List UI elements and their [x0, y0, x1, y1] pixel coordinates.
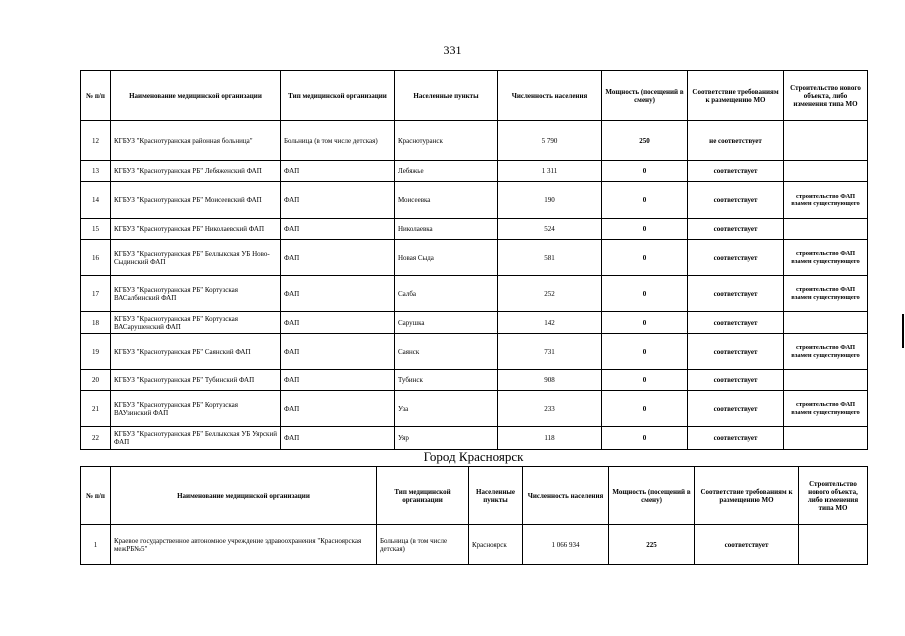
cell-compliance: соответствует — [688, 391, 784, 427]
cell-org-name: КГБУЗ "Краснотуранская РБ" Кортузская ВАСарушенский ФАП — [111, 312, 281, 334]
cell-capacity: 0 — [602, 240, 688, 276]
cell-capacity: 0 — [602, 276, 688, 312]
cell-capacity: 250 — [602, 121, 688, 161]
cell-number: 16 — [81, 240, 111, 276]
cell-population: 118 — [498, 427, 602, 450]
cell-capacity: 0 — [602, 219, 688, 240]
cell-settlement: Салба — [395, 276, 498, 312]
cell-construction: строительство ФАП взамен существующего — [784, 334, 868, 370]
cell-compliance: соответствует — [695, 525, 799, 565]
table-row — [81, 427, 868, 450]
cell-number: 19 — [81, 334, 111, 370]
cell-construction: строительство ФАП взамен существующего — [784, 240, 868, 276]
cell-settlement: Моисеевка — [395, 182, 498, 219]
cell-construction — [784, 219, 868, 240]
table-row — [81, 391, 868, 427]
cell-org-type: ФАП — [281, 182, 395, 219]
table-row — [81, 240, 868, 276]
cell-org-name: КГБУЗ "Краснотуранская РБ" Саянский ФАП — [111, 334, 281, 370]
table-row — [81, 334, 868, 370]
cell-capacity: 0 — [602, 182, 688, 219]
col-header-capacity: Мощность (посещений в смену) — [609, 467, 695, 525]
cell-org-type: Больница (в том числе детская) — [281, 121, 395, 161]
cell-construction — [784, 427, 868, 450]
facilities-table — [80, 70, 868, 450]
cell-number: 12 — [81, 121, 111, 161]
cell-org-type: ФАП — [281, 276, 395, 312]
cell-population: 1 066 934 — [523, 525, 609, 565]
col-header-population: Численность населения — [498, 71, 602, 121]
cell-compliance: соответствует — [688, 276, 784, 312]
col-header-settlements: Населенные пункты — [469, 467, 523, 525]
table-row — [81, 525, 868, 565]
cell-org-type: Больница (в том числе детская) — [377, 525, 469, 565]
col-header-org-type: Тип медицинской организации — [377, 467, 469, 525]
cell-capacity: 0 — [602, 391, 688, 427]
cell-construction — [784, 370, 868, 391]
cell-capacity: 0 — [602, 312, 688, 334]
cell-population: 1 311 — [498, 161, 602, 182]
table-row — [81, 182, 868, 219]
cell-construction — [784, 121, 868, 161]
cell-org-type: ФАП — [281, 391, 395, 427]
cell-population: 581 — [498, 240, 602, 276]
cell-org-type: ФАП — [281, 334, 395, 370]
cell-settlement: Уяр — [395, 427, 498, 450]
cell-compliance: соответствует — [688, 334, 784, 370]
cell-number: 17 — [81, 276, 111, 312]
cell-compliance: соответствует — [688, 240, 784, 276]
cell-compliance: соответствует — [688, 312, 784, 334]
col-header-population: Численность населения — [523, 467, 609, 525]
col-header-construction: Строительство нового объекта, либо изменения типа МО — [799, 467, 868, 525]
cell-org-name: КГБУЗ "Краснотуранская РБ" Тубинский ФАП — [111, 370, 281, 391]
col-header-compliance: Соответствие требованиям к размещению МО — [688, 71, 784, 121]
col-header-org-name: Наименование медицинской организации — [111, 467, 377, 525]
cell-capacity: 0 — [602, 370, 688, 391]
cell-compliance: не соответствует — [688, 121, 784, 161]
cell-settlement: Краснотуранск — [395, 121, 498, 161]
col-header-org-name: Наименование медицинской организации — [111, 71, 281, 121]
cell-compliance: соответствует — [688, 182, 784, 219]
cell-settlement: Николаевка — [395, 219, 498, 240]
cell-construction: строительство ФАП взамен существующего — [784, 276, 868, 312]
cell-org-name: КГБУЗ "Краснотуранская РБ" Николаевский ФАП — [111, 219, 281, 240]
cell-compliance: соответствует — [688, 219, 784, 240]
cell-construction — [784, 312, 868, 334]
cell-org-name: КГБУЗ "Краснотуранская РБ" Беллыкская УБ Ново-Сыдинский ФАП — [111, 240, 281, 276]
cell-settlement: Тубинск — [395, 370, 498, 391]
cell-org-name: КГБУЗ "Краснотуранская РБ" Беллыкская УБ Уярский ФАП — [111, 427, 281, 450]
cell-org-type: ФАП — [281, 240, 395, 276]
col-header-capacity: Мощность (посещений в смену) — [602, 71, 688, 121]
table-header-row — [81, 467, 868, 525]
cell-org-name: Краевое государственное автономное учреждение здравоохранения "Красноярская межРБ№5" — [111, 525, 377, 565]
table-row — [81, 312, 868, 334]
cell-number: 20 — [81, 370, 111, 391]
col-header-settlements: Населенные пункты — [395, 71, 498, 121]
cell-capacity: 0 — [602, 427, 688, 450]
cell-settlement: Лебяжье — [395, 161, 498, 182]
cell-org-type: ФАП — [281, 370, 395, 391]
cell-population: 252 — [498, 276, 602, 312]
table-row — [81, 370, 868, 391]
cell-org-name: КГБУЗ "Краснотуранская РБ" Лебяженский ФАП — [111, 161, 281, 182]
city-section-title: Город Красноярск — [423, 449, 524, 464]
cell-capacity: 225 — [609, 525, 695, 565]
cell-settlement: Новая Сыда — [395, 240, 498, 276]
city-facilities-table — [80, 466, 868, 565]
cell-org-type: ФАП — [281, 427, 395, 450]
cell-construction — [784, 161, 868, 182]
cell-number: 22 — [81, 427, 111, 450]
cell-org-type: ФАП — [281, 219, 395, 240]
table-row — [81, 219, 868, 240]
table-row — [81, 276, 868, 312]
cell-org-name: КГБУЗ "Краснотуранская районная больница" — [111, 121, 281, 161]
cell-org-type: ФАП — [281, 312, 395, 334]
cell-settlement: Уза — [395, 391, 498, 427]
col-header-org-type: Тип медицинской организации — [281, 71, 395, 121]
cell-population: 908 — [498, 370, 602, 391]
cell-population: 190 — [498, 182, 602, 219]
cell-number: 15 — [81, 219, 111, 240]
cell-population: 731 — [498, 334, 602, 370]
cell-number: 13 — [81, 161, 111, 182]
cell-compliance: соответствует — [688, 427, 784, 450]
cell-org-name: КГБУЗ "Краснотуранская РБ" Кортузская ВАСалбинский ФАП — [111, 276, 281, 312]
cell-compliance: соответствует — [688, 161, 784, 182]
cell-org-name: КГБУЗ "Краснотуранская РБ" Моисеевский ФАП — [111, 182, 281, 219]
cell-number: 14 — [81, 182, 111, 219]
cell-population: 233 — [498, 391, 602, 427]
table-row — [81, 161, 868, 182]
col-header-number: № п/п — [81, 467, 111, 525]
cell-construction: строительство ФАП взамен существующего — [784, 182, 868, 219]
table-row — [81, 121, 868, 161]
cell-org-type: ФАП — [281, 161, 395, 182]
cell-capacity: 0 — [602, 334, 688, 370]
cell-number: 21 — [81, 391, 111, 427]
cell-construction: строительство ФАП взамен существующего — [784, 391, 868, 427]
page-edge-mark — [902, 314, 904, 348]
cell-settlement: Саянск — [395, 334, 498, 370]
cell-number: 1 — [81, 525, 111, 565]
cell-settlement: Красноярск — [469, 525, 523, 565]
col-header-number: № п/п — [81, 71, 111, 121]
cell-number: 18 — [81, 312, 111, 334]
cell-population: 5 790 — [498, 121, 602, 161]
page-number: 331 — [443, 43, 462, 57]
cell-org-name: КГБУЗ "Краснотуранская РБ" Кортузская ВАУзинский ФАП — [111, 391, 281, 427]
col-header-compliance: Соответствие требованиям к размещению МО — [695, 467, 799, 525]
cell-construction — [799, 525, 868, 565]
cell-capacity: 0 — [602, 161, 688, 182]
cell-settlement: Сарушка — [395, 312, 498, 334]
cell-compliance: соответствует — [688, 370, 784, 391]
table-header-row — [81, 71, 868, 121]
cell-population: 524 — [498, 219, 602, 240]
cell-population: 142 — [498, 312, 602, 334]
col-header-construction: Строительство нового объекта, либо изменения типа МО — [784, 71, 868, 121]
